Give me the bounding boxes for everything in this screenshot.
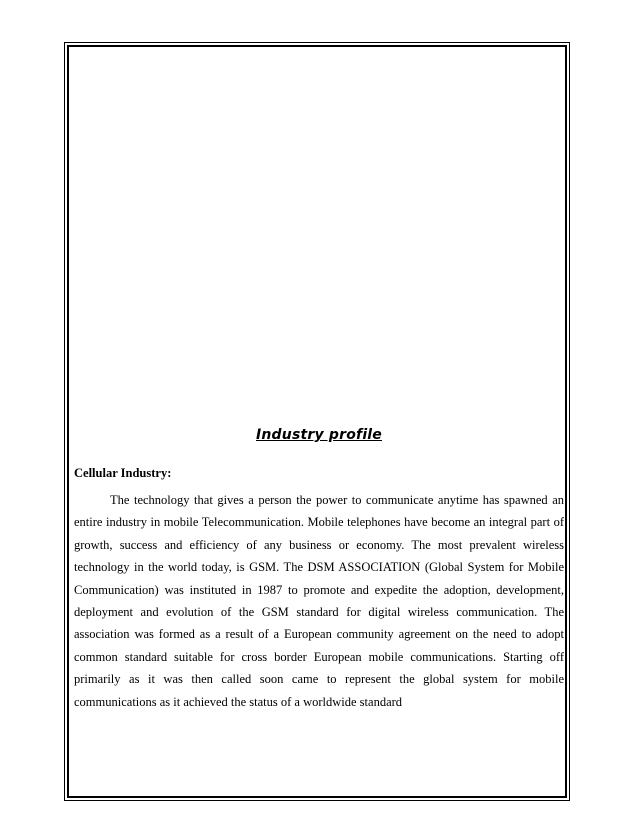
paragraph-line: common standard suitable for cross border European mobile communications. Starting off: [74, 649, 564, 664]
paragraph-line: primarily as it was then called soon came to represent the global system for mobile: [74, 672, 564, 687]
paragraph-line: association was formed as a result of a European community agreement on the need to adopt: [74, 627, 564, 642]
body-paragraph: [74, 489, 564, 713]
paragraph-line: growth, success and efficiency of any business or economy. The most prevalent wireless: [74, 537, 564, 552]
paragraph-line: deployment and evolution of the GSM standard for digital wireless communication. The: [74, 604, 564, 619]
paragraph-line: entire industry in mobile Telecommunication. Mobile telephones have become an integral part of: [74, 515, 564, 530]
paragraph-line: The technology that gives a person the power to communicate anytime has spawned an: [110, 493, 564, 507]
paragraph-line: communications as it achieved the status of a worldwide standard: [74, 694, 403, 709]
paragraph-line: technology in the world today, is GSM. The DSM ASSOCIATION (Global System for Mobile: [74, 560, 564, 575]
section-heading: Cellular Industry:: [74, 466, 172, 480]
page-title: Industry profile: [255, 427, 383, 443]
paragraph-line: Communication) was instituted in 1987 to promote and expedite the adoption, development,: [74, 582, 564, 597]
